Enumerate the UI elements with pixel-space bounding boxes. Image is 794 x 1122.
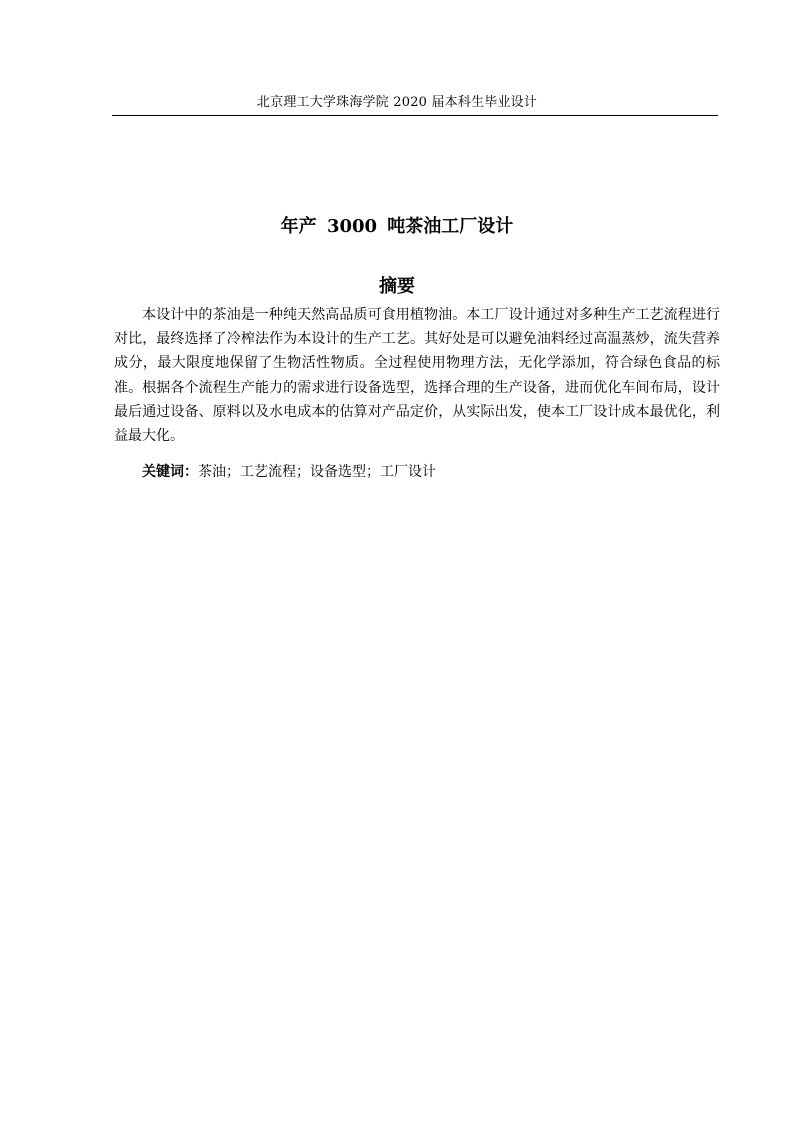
header-divider bbox=[112, 115, 718, 116]
abstract-heading: 摘要 bbox=[379, 276, 415, 297]
abstract-paragraph: 本设计中的茶油是一种纯天然高品质可食用植物油。本工厂设计通过对多种生产工艺流程进行对比，最终选择了冷榨法作为本设计的生产工艺。其好处是可以避免油料经过高温蒸炒，流失营养成分，最大限度地保留了生物活性物质。全过程使用物理方法，无化学添加，符合绿色食品的标准。根据各个流程生产能力的需求进行设备选型，选择合理的生产设备，进而优化车间布局，设计最后通过设备、原料以及水电成本的估算对产品定价，从实际出发，使本工厂设计成本最优化，利益最大化。 bbox=[114, 307, 720, 445]
keywords-line bbox=[142, 460, 720, 484]
document-title: 年产 3000 吨茶油工厂设计 bbox=[280, 216, 514, 237]
keywords-value: 茶油；工艺流程；设备选型；工厂设计 bbox=[198, 464, 436, 480]
keywords-label: 关键词： bbox=[142, 464, 198, 480]
page-header: 北京理工大学珠海学院 2020 届本科生毕业设计 bbox=[256, 95, 538, 110]
